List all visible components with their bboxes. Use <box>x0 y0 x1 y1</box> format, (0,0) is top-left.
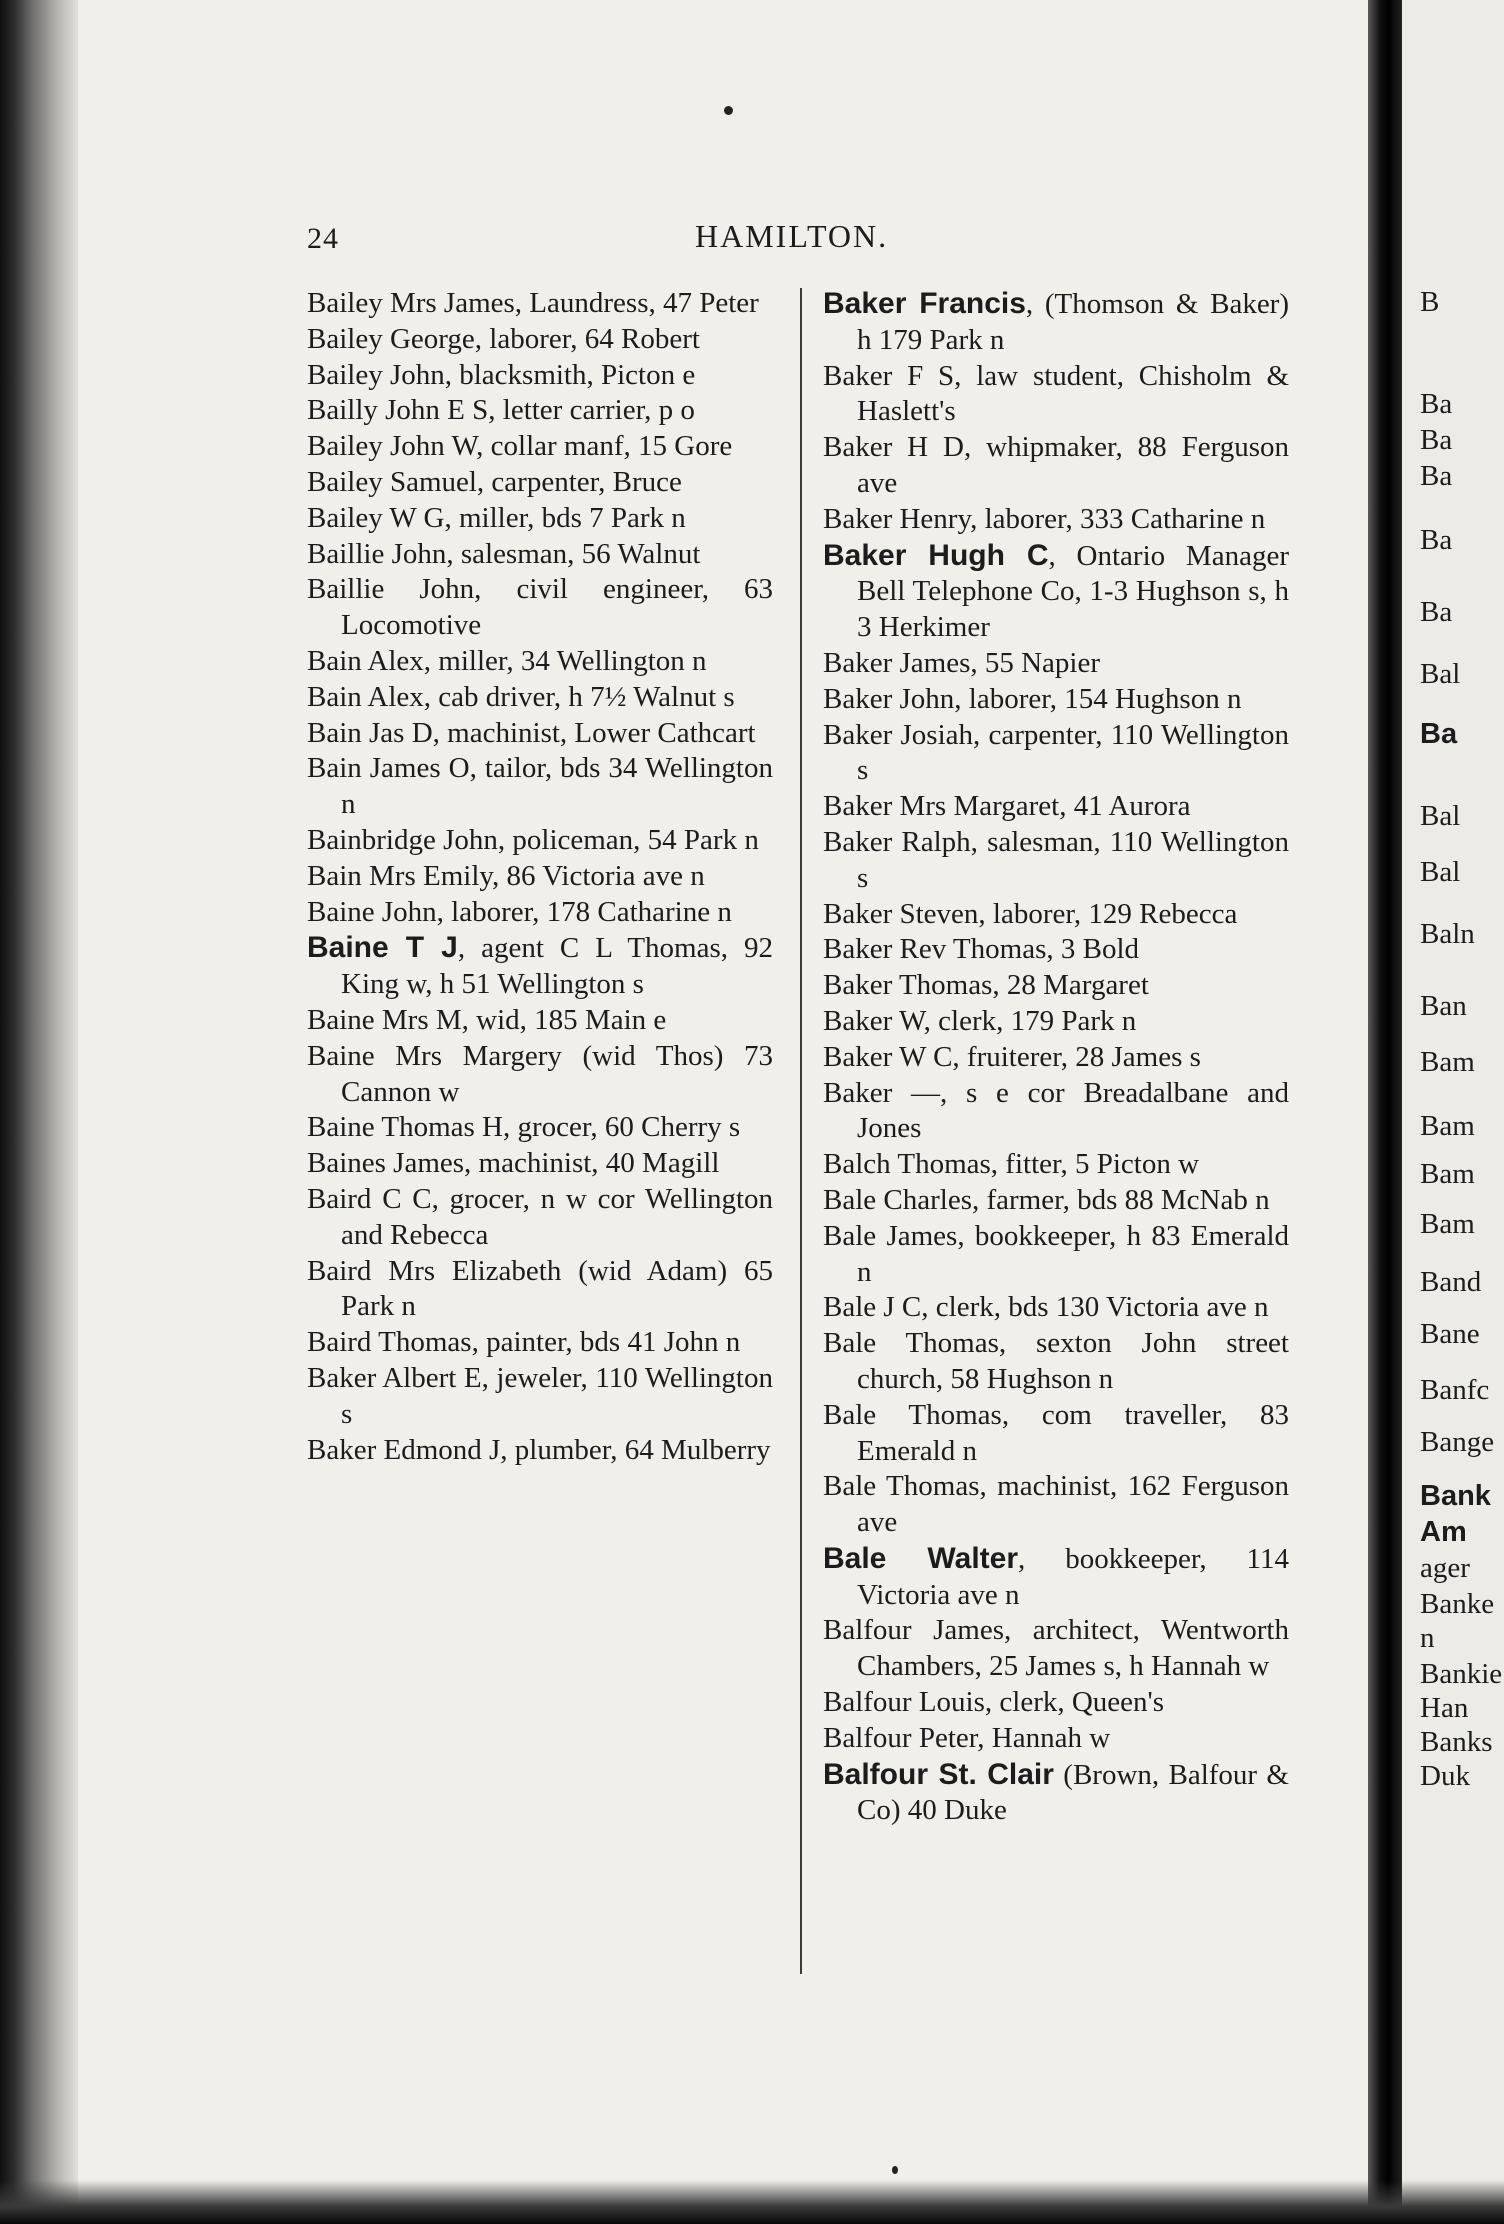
facing-page <box>1402 0 1504 2224</box>
directory-entry <box>307 1361 773 1433</box>
directory-entry <box>307 322 773 358</box>
entry-text: Bailey W G, miller, bds 7 Park n <box>307 501 686 534</box>
entry-text: , Ontario Manager Bell Telephone Co, 1-3 Hughson s, h 3 Herkimer <box>857 539 1289 644</box>
entry-text: Baker Albert E, jeweler, 110 Wellington s <box>307 1361 773 1430</box>
directory-entry <box>307 751 773 823</box>
directory-entry <box>823 789 1289 825</box>
entry-text: Baird C C, grocer, n w cor Wellington and Rebecca <box>307 1182 773 1251</box>
entry-text: Baker Henry, laborer, 333 Catharine n <box>823 502 1266 535</box>
directory-entry <box>823 646 1289 682</box>
facing-page-fragment: Banks <box>1420 1726 1493 1758</box>
directory-entry <box>823 502 1289 538</box>
entry-text: , (Thomson & Baker) h 179 Park n <box>857 288 1289 356</box>
entry-text: Baine Thomas H, grocer, 60 Cherry s <box>307 1111 741 1144</box>
entry-text: Balfour James, architect, Wentworth Chambers, 25 James s, h Hannah w <box>823 1614 1289 1683</box>
directory-entry <box>823 1183 1289 1219</box>
entry-text: Baird Mrs Elizabeth (wid Adam) 65 Park n <box>307 1254 773 1323</box>
entry-text: , agent C L Thomas, 92 King w, h 51 Wellington s <box>341 932 774 1001</box>
entry-text: Bain Alex, miller, 34 Wellington n <box>307 644 707 677</box>
facing-page-fragment: Banke <box>1420 1588 1495 1620</box>
facing-page-fragment: Bal <box>1420 658 1461 690</box>
directory-entry <box>307 895 773 931</box>
entry-name-bold: Baker Hugh C <box>823 538 1049 572</box>
directory-entry <box>823 718 1289 790</box>
directory-entry <box>307 1182 773 1254</box>
facing-page-fragment: Han <box>1420 1692 1469 1724</box>
entry-text: Baines James, machinist, 40 Magill <box>307 1147 720 1180</box>
directory-entry <box>823 430 1289 502</box>
entry-text: Bale James, bookkeeper, h 83 Emerald n <box>823 1219 1289 1288</box>
entry-text: Bailey Samuel, carpenter, Bruce <box>307 465 682 498</box>
book-gutter <box>1368 0 1402 2224</box>
facing-page-fragment: Ba <box>1420 424 1453 456</box>
facing-page-fragment: Bam <box>1420 1046 1475 1078</box>
entry-text: Baker Steven, laborer, 129 Rebecca <box>823 897 1238 930</box>
facing-page-fragment: Ba <box>1420 460 1453 492</box>
directory-entry <box>307 1110 773 1146</box>
directory-entry <box>307 1003 773 1039</box>
directory-entry <box>823 1757 1289 1830</box>
facing-page-fragment: Ba <box>1420 596 1453 628</box>
facing-page-fragment: Bam <box>1420 1110 1475 1142</box>
directory-entry <box>823 825 1289 897</box>
facing-page-fragment: Bal <box>1420 800 1461 832</box>
entry-text: Baird Thomas, painter, bds 41 John n <box>307 1326 741 1359</box>
entry-name-bold: Baine T J <box>307 931 458 965</box>
directory-entry <box>823 968 1289 1004</box>
entry-text: Baine Mrs M, wid, 185 Main e <box>307 1003 667 1036</box>
entry-text: Bale Thomas, com traveller, 83 Emerald n <box>823 1398 1289 1467</box>
entry-text: Baillie John, salesman, 56 Walnut <box>307 537 701 570</box>
entry-text: Baker James, 55 Napier <box>823 646 1101 679</box>
column-rule <box>800 288 802 1974</box>
entry-text: Bain Alex, cab driver, h 7½ Walnut s <box>307 680 735 713</box>
directory-entry <box>823 1685 1289 1721</box>
directory-entry <box>823 1076 1289 1148</box>
facing-page-fragment: Ba <box>1420 388 1453 420</box>
directory-entry <box>823 1040 1289 1076</box>
directory-entry <box>307 1254 773 1326</box>
facing-page-fragment: Bankie <box>1420 1658 1503 1690</box>
directory-entry <box>307 680 773 716</box>
facing-page-fragment: Bank <box>1420 1480 1491 1512</box>
facing-page-fragment: Band <box>1420 1266 1482 1298</box>
left-column <box>307 286 773 1468</box>
entry-text: Bale Thomas, machinist, 162 Ferguson ave <box>823 1470 1289 1539</box>
entry-text: Bain Mrs Emily, 86 Victoria ave n <box>307 859 705 892</box>
facing-page-fragment: Bal <box>1420 856 1461 888</box>
directory-entry <box>307 537 773 573</box>
entry-text: Baker Rev Thomas, 3 Bold <box>823 933 1140 966</box>
entry-text: Bailey Mrs James, Laundress, 47 Peter <box>307 287 759 319</box>
right-column <box>823 286 1289 1829</box>
directory-entry <box>823 682 1289 718</box>
directory-entry <box>307 1146 773 1182</box>
entry-text: Baine Mrs Margery (wid Thos) 73 Cannon w <box>307 1039 773 1108</box>
directory-entry <box>307 930 773 1003</box>
entry-text: Bale Thomas, sexton John street church, 58 Hughson n <box>823 1327 1289 1395</box>
facing-page-fragment: Am <box>1420 1516 1467 1548</box>
directory-entry <box>823 538 1289 646</box>
entry-name-bold: Baker Francis <box>823 287 1026 320</box>
directory-entry <box>307 393 773 429</box>
entry-text: Baine John, laborer, 178 Catharine n <box>307 895 732 928</box>
entry-text: Bailey George, laborer, 64 Robert <box>307 322 700 355</box>
entry-text: Bain James O, tailor, bds 34 Wellington n <box>307 752 773 821</box>
scan-left-edge <box>0 0 78 2224</box>
facing-page-fragment: Bange <box>1420 1426 1495 1458</box>
directory-entry <box>307 572 773 644</box>
directory-entry <box>823 1326 1289 1398</box>
ink-speck <box>892 2166 898 2174</box>
directory-entry <box>307 1433 773 1469</box>
directory-entry <box>307 1039 773 1111</box>
facing-page-fragment: n <box>1420 1622 1435 1654</box>
directory-entry <box>823 1721 1289 1757</box>
entry-text: Bainbridge John, policeman, 54 Park n <box>307 823 759 856</box>
entry-text: (Brown, Balfour & Co) 40 Duke <box>857 1758 1289 1827</box>
entry-text: Baillie John, civil engineer, 63 Locomotive <box>307 573 773 642</box>
directory-entry <box>307 644 773 680</box>
directory-entry <box>307 465 773 501</box>
entry-text: Bailly John E S, letter carrier, p o <box>307 394 695 427</box>
facing-page-fragment: ager <box>1420 1552 1470 1584</box>
facing-page-fragment: Baln <box>1420 918 1475 950</box>
entry-text: Bale Charles, farmer, bds 88 McNab n <box>823 1183 1270 1216</box>
directory-entry <box>823 1541 1289 1614</box>
entry-text: Baker —, s e cor Breadalbane and Jones <box>823 1076 1289 1145</box>
entry-text: Baker Edmond J, plumber, 64 Mulberry <box>307 1433 771 1466</box>
directory-entry <box>307 358 773 394</box>
directory-entry <box>823 1147 1289 1183</box>
entry-name-bold: Balfour St. Clair <box>823 1757 1054 1791</box>
ink-speck <box>724 106 733 115</box>
facing-page-fragment: Ba <box>1420 718 1458 750</box>
entry-text: Bailey John, blacksmith, Picton e <box>307 358 696 391</box>
directory-entry <box>823 1469 1289 1541</box>
entry-text: Bale J C, clerk, bds 130 Victoria ave n <box>823 1291 1269 1324</box>
directory-entry <box>307 716 773 752</box>
directory-entry <box>307 286 773 322</box>
directory-entry <box>307 1325 773 1361</box>
facing-page-fragment: Banfc <box>1420 1374 1490 1406</box>
directory-entry <box>307 501 773 537</box>
directory-entry <box>823 1398 1289 1470</box>
entry-text: Bailey John W, collar manf, 15 Gore <box>307 430 733 463</box>
entry-text: Balfour Peter, Hannah w <box>823 1721 1111 1754</box>
entry-text: Baker Thomas, 28 Margaret <box>823 969 1149 1002</box>
directory-entry <box>823 897 1289 933</box>
entry-text: Baker Ralph, salesman, 110 Wellington s <box>823 825 1289 894</box>
entry-text: Bain Jas D, machinist, Lower Cathcart <box>307 716 756 749</box>
facing-page-fragment: Duk <box>1420 1760 1470 1792</box>
entry-text: , bookkeeper, 114 Victoria ave n <box>857 1542 1289 1611</box>
facing-page-fragment: Bam <box>1420 1158 1475 1190</box>
scan-bottom-edge <box>0 2180 1504 2224</box>
entry-text: Baker W C, fruiterer, 28 James s <box>823 1040 1201 1073</box>
entry-name-bold: Bale Walter <box>823 1541 1018 1575</box>
entry-text: Baker H D, whipmaker, 88 Ferguson ave <box>823 431 1289 499</box>
directory-entry <box>823 1613 1289 1685</box>
directory-entry <box>307 823 773 859</box>
directory-entry <box>823 286 1289 359</box>
directory-entry <box>823 932 1289 968</box>
facing-page-fragment: Bam <box>1420 1208 1475 1240</box>
entry-text: Balch Thomas, fitter, 5 Picton w <box>823 1148 1200 1181</box>
directory-entry <box>307 859 773 895</box>
facing-page-fragment: Ban <box>1420 990 1467 1022</box>
entry-text: Balfour Louis, clerk, Queen's <box>823 1686 1165 1719</box>
entry-text: Baker F S, law student, Chisholm & Haslett's <box>823 359 1289 428</box>
entry-text: Baker Mrs Margaret, 41 Aurora <box>823 790 1191 823</box>
facing-page-fragment: Bane <box>1420 1318 1480 1350</box>
entry-text: Baker W, clerk, 179 Park n <box>823 1004 1137 1037</box>
directory-entry <box>823 359 1289 431</box>
facing-page-fragment: Ba <box>1420 524 1453 556</box>
directory-entry <box>307 429 773 465</box>
running-head: HAMILTON. <box>695 218 889 254</box>
directory-entry <box>823 1004 1289 1040</box>
directory-entry <box>823 1290 1289 1326</box>
facing-page-fragment: B <box>1420 286 1440 318</box>
entry-text: Baker Josiah, carpenter, 110 Wellington s <box>823 718 1289 787</box>
page-number: 24 <box>307 222 339 255</box>
directory-entry <box>823 1219 1289 1291</box>
entry-text: Baker John, laborer, 154 Hughson n <box>823 682 1242 715</box>
